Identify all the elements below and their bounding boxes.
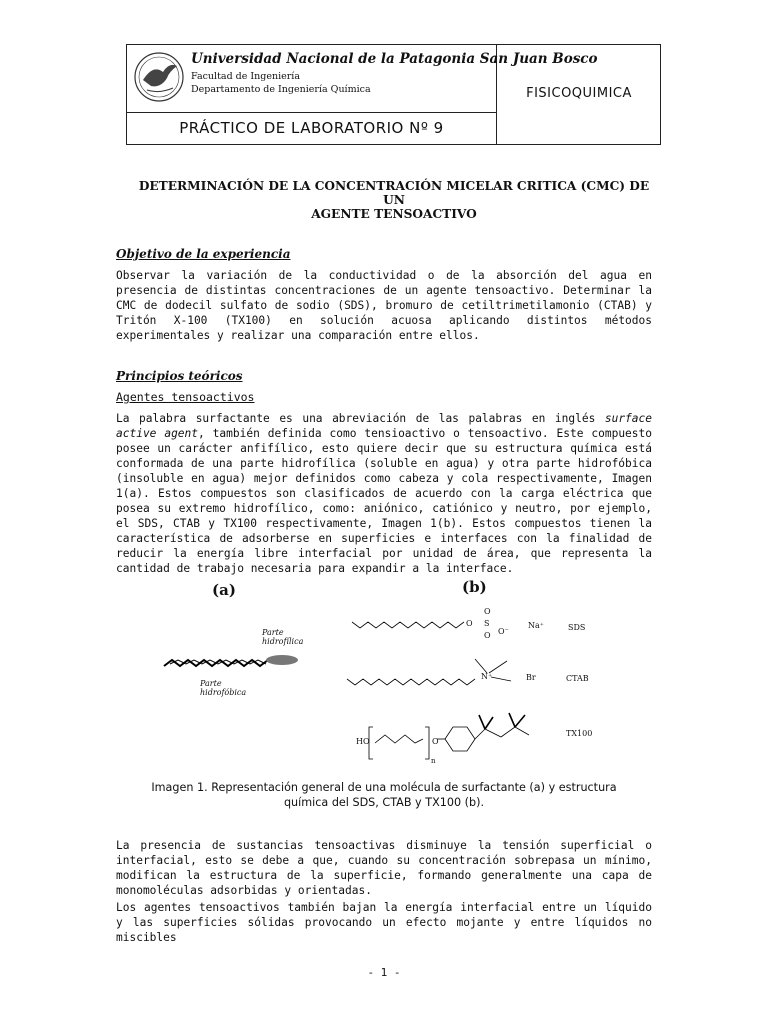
figure-caption-line-1: Imagen 1. Representación general de una molécula de surfactante (a) y estructura [151,781,617,794]
hydrophilic-label-line-1: Parte [262,628,284,637]
tx100-structure [345,705,555,767]
hydrophobic-label-line-1: Parte [200,679,222,688]
sds-structure [350,610,480,640]
hydrophilic-label-line-2: hidrofílica [262,637,304,646]
document-title-line-2: AGENTE TENSOACTIVO [311,207,477,221]
surfactants-paragraph [116,411,652,576]
tx100-oxygen: O [432,737,439,746]
surfactants-text-a: La palabra surfactante es una abreviación de las palabras en inglés [116,412,605,425]
tx100-hydroxyl: HO [356,737,370,746]
course-name: FISICOQUIMICA [526,86,632,101]
department-name: Departamento de Ingeniería Química [191,84,371,95]
surfactants-text-italic: surface active agent [116,412,652,440]
sds-sodium: Na⁺ [528,621,544,630]
hydrophilic-label [262,628,303,646]
faculty-name: Facultad de Ingeniería [191,71,300,82]
tx100-name: TX100 [566,729,593,738]
header-divider-horizontal [127,112,496,113]
ctab-name: CTAB [566,674,589,683]
figure-label-a: (a) [212,581,236,599]
sds-oxygen-minus: O⁻ [498,627,509,636]
tx100-repeat-n: n [431,757,436,765]
page-number: - 1 - [367,966,401,979]
interfacial-energy-paragraph: Los agentes tensoactivos también bajan la energía interfacial entre un líquido y las superficies sólidas provocando un efecto mojante y entre líquidos no miscibles [116,901,652,944]
hydrophobic-label [200,679,246,697]
sds-oxygen-2: O [484,607,491,616]
principles-heading: Principios teóricos [116,369,243,383]
surfactants-subheading: Agentes tensoactivos [116,390,255,404]
sds-sulfur: S [484,619,490,628]
ctab-bromide: Br [526,673,536,682]
document-title-line-1: DETERMINACIÓN DE LA CONCENTRACIÓN MICELAR CRITICA (CMC) DE UN [138,179,650,207]
hydrophobic-label-line-2: hidrofóbica [200,688,247,697]
figure-label-b: (b) [462,578,487,596]
sds-oxygen-3: O [484,631,491,640]
sds-oxygen-1: O [466,619,473,628]
university-logo [133,50,185,104]
sds-name: SDS [568,623,586,632]
university-name: Universidad Nacional de la Patagonia San Juan Bosco [191,51,598,67]
figure-caption-line-2: química del SDS, CTAB y TX100 (b). [283,796,485,809]
surfactants-text-b: , también definida como tensioactivo o tensoactivo. Este compuesto posee un carácter anfifílico, esto quiere decir que su estructura química está conformada de una parte hidrofílica (soluble en agua) y otra parte hidrofóbica (insoluble en agua) mejor definidos como cabeza y cola respectivamente, Imagen 1(a). Estos compuestos son clasificados de acuerdo con la carga eléctrica que posea su extremo hidrofílico, como: aniónico, catiónico y neutro, por ejemplo, el SDS, CTAB y TX100 respectivamente, Imagen 1(b). Estos compuestos tienen la característica de adsorberse en superficies e interfaces con la finalidad de reducir la energía libre interfacial por unidad de área, que representa la cantidad de trabajo necesaria para expandir a la interface. [116,427,652,575]
faculty-department [191,70,371,96]
surface-tension-paragraph: La presencia de sustancias tensoactivas disminuye la tensión superficial o interfacial, esto se debe a que, cuando su concentración sobrepasa un mínimo, modifican la estructura de la superficie, formando generalmente una capa de monomoléculas adsorbidas y orientadas. [116,839,652,897]
document-title [130,179,658,221]
objective-heading: Objetivo de la experiencia [116,247,291,261]
header-box [126,44,661,145]
practical-title: PRÁCTICO DE LABORATORIO Nº 9 [179,119,444,137]
ctab-nitrogen: N⁺ [481,672,493,681]
objective-paragraph: Observar la variación de la conductividad o de la absorción del agua en presencia de distintas concentraciones de un agente tensoactivo. Determinar la CMC de dodecil sulfato de sodio (SDS), bromuro de cetiltrimetilamonio (CTAB) y Tritón X-100 (TX100) en solución acuosa aplicando distintos métodos experimentales y realizar una comparación entre ellos. [116,269,652,342]
figure-caption [116,780,652,810]
